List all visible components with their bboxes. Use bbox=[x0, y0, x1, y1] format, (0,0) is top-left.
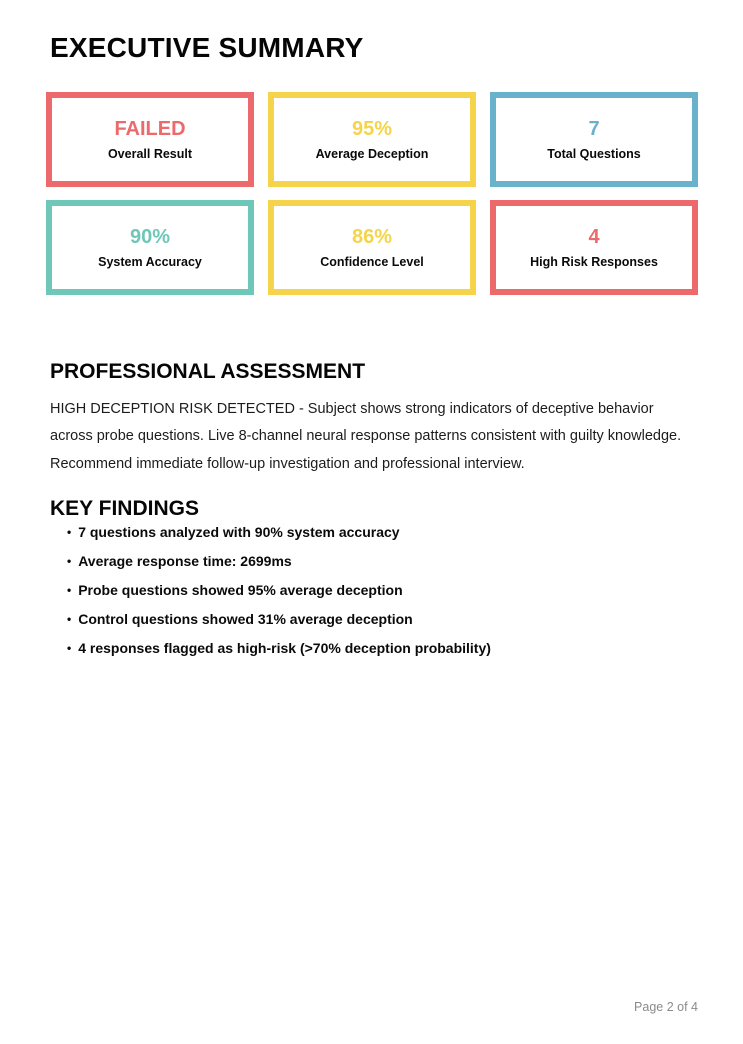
stat-label: Overall Result bbox=[107, 146, 193, 161]
stat-card-system-accuracy bbox=[46, 200, 254, 295]
finding-item bbox=[67, 634, 687, 663]
stat-card-high-risk-responses bbox=[490, 200, 698, 295]
page-title: EXECUTIVE SUMMARY bbox=[50, 31, 364, 63]
bullet-icon: • bbox=[67, 641, 72, 655]
finding-item bbox=[67, 518, 687, 547]
stat-value: FAILED bbox=[114, 117, 186, 140]
stat-label: High Risk Responses bbox=[530, 254, 658, 269]
stat-label: System Accuracy bbox=[98, 254, 202, 269]
assessment-body: HIGH DECEPTION RISK DETECTED - Subject shows strong indicators of deceptive behavior across probe questions. Live 8-channel neural response patterns consistent with guilty knowledge. Recommend immediate follow-up investigation and professional interview. bbox=[50, 400, 682, 472]
key-findings-list bbox=[67, 518, 687, 663]
finding-item bbox=[67, 576, 687, 605]
bullet-icon: • bbox=[67, 554, 72, 568]
stat-card-confidence-level bbox=[268, 200, 476, 295]
stat-card-grid bbox=[46, 92, 698, 295]
stat-value: 7 bbox=[588, 117, 600, 140]
stat-card-total-questions bbox=[490, 92, 698, 187]
stat-value: 95% bbox=[351, 117, 393, 140]
finding-text: 7 questions analyzed with 90% system accuracy bbox=[78, 524, 400, 540]
page-number: Page 2 of 4 bbox=[634, 1000, 698, 1014]
finding-text: Control questions showed 31% average deception bbox=[78, 611, 413, 627]
stat-card-average-deception bbox=[268, 92, 476, 187]
stat-label: Average Deception bbox=[315, 146, 429, 161]
stat-label: Confidence Level bbox=[320, 254, 424, 269]
finding-item bbox=[67, 605, 687, 634]
finding-text: Average response time: 2699ms bbox=[78, 553, 292, 569]
bullet-icon: • bbox=[67, 583, 72, 597]
stat-value: 4 bbox=[588, 225, 600, 248]
finding-item bbox=[67, 547, 687, 576]
stat-label: Total Questions bbox=[547, 146, 641, 161]
finding-text: 4 responses flagged as high-risk (>70% deception probability) bbox=[78, 640, 491, 656]
assessment-heading: PROFESSIONAL ASSESSMENT bbox=[50, 360, 366, 384]
stat-value: 90% bbox=[129, 225, 171, 248]
key-findings-heading: KEY FINDINGS bbox=[50, 497, 199, 521]
finding-text: Probe questions showed 95% average deception bbox=[78, 582, 403, 598]
stat-value: 86% bbox=[351, 225, 393, 248]
stat-card-overall-result bbox=[46, 92, 254, 187]
bullet-icon: • bbox=[67, 525, 72, 539]
bullet-icon: • bbox=[67, 612, 72, 626]
